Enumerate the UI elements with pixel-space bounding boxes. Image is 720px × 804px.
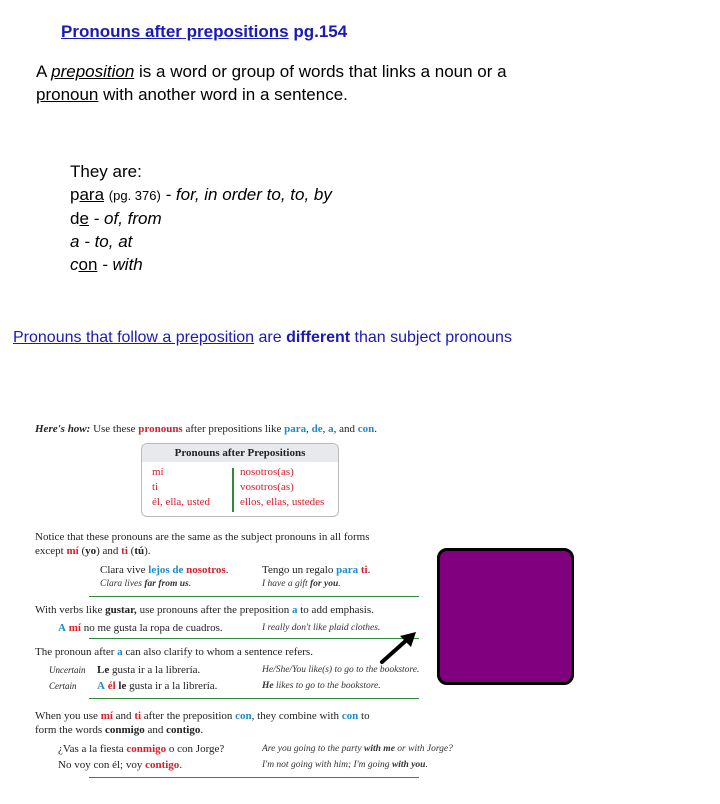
def-preposition: preposition (51, 62, 135, 81)
certain-el: él (107, 680, 116, 692)
ex2e-end: . (338, 579, 341, 589)
ex2-end: . (367, 564, 371, 576)
summary-underlined: Pronouns that follow a preposition (13, 329, 255, 346)
ex1e-b: far from us (144, 579, 189, 589)
w2-t1: form the words (35, 724, 105, 736)
ex5e-b: with you (391, 760, 426, 770)
hh-de: de (311, 423, 323, 435)
uncertain-rest: gusta ir a la librería. (109, 664, 201, 676)
divider-1 (89, 596, 419, 597)
n2-t5: ). (144, 545, 151, 557)
title-page-ref: pg.154 (288, 22, 348, 41)
divider-3 (89, 698, 419, 699)
divider-2 (89, 638, 419, 639)
list-item-a (70, 230, 332, 253)
definition-paragraph (36, 60, 596, 106)
gustar-line (35, 604, 374, 616)
n2-yo: yo (85, 545, 97, 557)
ce-b: He (262, 681, 274, 691)
list-intro: They are: (70, 162, 142, 181)
summary-different: different (286, 329, 351, 346)
w1-t4: , they combine with (251, 710, 342, 722)
ex5-t1: No voy con él; voy (58, 759, 146, 771)
w1-ti: ti (134, 710, 142, 722)
uncertain-le: Le (97, 664, 110, 676)
ex1e-t1: Clara lives (100, 579, 145, 589)
example-5-english (262, 760, 428, 770)
ce-rest: likes to go to the bookstore. (273, 681, 381, 691)
divider-4 (89, 777, 419, 778)
example-4 (58, 743, 224, 755)
chart-right-2: vosotros(as) (240, 481, 294, 493)
certain-english (262, 681, 381, 691)
para-meaning: - for, in order to, to, by (160, 185, 332, 204)
slide-title (61, 22, 347, 42)
de-p2: e (79, 209, 89, 228)
w2-end: . (200, 724, 204, 736)
w1-t5: to (358, 710, 370, 722)
chart-right-3: ellos, ellas, ustedes (240, 496, 325, 508)
chart-right-1: nosotros(as) (240, 466, 294, 478)
w2-t2: and (144, 724, 167, 736)
g-t1: With verbs like (35, 604, 106, 616)
def-rest1: is a word or group of words that links a noun or a (134, 62, 507, 81)
con-p2: on (78, 255, 98, 274)
a-meaning: - to, at (79, 232, 133, 251)
summary-line (13, 329, 512, 347)
list-item-para (70, 183, 332, 207)
c-a: a (117, 646, 123, 658)
when-line-2 (35, 724, 203, 736)
notice-line-1: Notice that these pronouns are the same as the subject pronouns in all forms (35, 531, 370, 543)
ex2-ti: ti (360, 564, 368, 576)
g-t3: to add emphasis. (297, 604, 374, 616)
ex4e-rest: or with Jorge? (394, 744, 453, 754)
ex2e-t1: I have a gift (262, 579, 311, 589)
ex4e-t1: Are you going to the party (262, 744, 365, 754)
n2-mi: mí (66, 545, 79, 557)
hh-con: con (357, 423, 375, 435)
example-5 (58, 759, 182, 771)
ex4e-b: with me (364, 744, 395, 754)
de-meaning: - of, from (88, 209, 162, 228)
hh-pronouns: pronouns (138, 423, 183, 435)
chart-divider (232, 468, 234, 512)
n2-t4: ( (127, 545, 135, 557)
para-p2: ara (79, 185, 105, 204)
n2-t2: ( (78, 545, 86, 557)
w1-con2: con (341, 710, 359, 722)
preposition-list (70, 160, 332, 276)
certain-rest: gusta ir a la librería. (126, 680, 218, 692)
example-3-english: I really don't like plaid clothes. (262, 623, 381, 633)
ue-b: He/She/You like(s) (262, 665, 333, 675)
ue-rest: to go to the bookstore. (332, 665, 420, 675)
example-4-english (262, 744, 453, 754)
clarify-line (35, 646, 313, 658)
ex1-nos: nosotros (186, 564, 226, 576)
c-t1: The pronoun after (35, 646, 118, 658)
def-pronoun: pronoun (36, 85, 99, 104)
n2-t3: ) and (96, 545, 122, 557)
chart-left-2: ti (152, 481, 159, 493)
n2-tu: tú (134, 545, 145, 557)
certain-le: le (115, 680, 127, 692)
ex3-a: A (58, 622, 66, 634)
example-1-english (100, 579, 191, 589)
ex2-t1: Tengo un regalo (262, 564, 337, 576)
ex2e-b: for you (310, 579, 339, 589)
w1-t1: When you use (35, 710, 101, 722)
certain-a: A (97, 680, 105, 692)
g-a: a (292, 604, 298, 616)
uncertain-label: Uncertain (49, 665, 86, 675)
w1-t3: after the preposition (141, 710, 236, 722)
con-meaning: - with (97, 255, 143, 274)
example-1 (100, 564, 228, 576)
ex4-rest: o con Jorge? (166, 743, 225, 755)
chart-left-3: él, ella, usted (152, 496, 211, 508)
chart-title: Pronouns after Prepositions (142, 444, 338, 462)
summary-rest: than subject pronouns (350, 329, 512, 346)
uncertain-row (49, 664, 200, 676)
chart-left-1: mí (152, 466, 164, 478)
list-item-con (70, 253, 332, 276)
g-t2: use pronouns after the preposition (136, 604, 292, 616)
ex1-end: . (225, 564, 229, 576)
when-line-1 (35, 710, 370, 722)
ex1-lejos: lejos de (148, 564, 184, 576)
hh-para: para (284, 423, 307, 435)
def-text-a: A (36, 62, 52, 81)
certain-row (49, 680, 217, 692)
para-page-ref: (pg. 376) (108, 188, 161, 203)
heres-how-line (35, 423, 377, 435)
ex4-conmigo: conmigo (126, 743, 167, 755)
title-main: Pronouns after prepositions (61, 22, 289, 41)
hh-t1: Use these (90, 423, 139, 435)
arrow-up-right-icon (378, 630, 420, 671)
ex5-end: . (179, 759, 183, 771)
certain-label: Certain (49, 681, 77, 691)
summary-are: are (254, 329, 287, 346)
example-2 (262, 564, 370, 576)
pronoun-chart (141, 443, 339, 517)
example-3 (58, 622, 223, 634)
ex2-para: para (336, 564, 359, 576)
ex1e-end: . (188, 579, 192, 589)
w1-con: con (235, 710, 252, 722)
w1-t2: and (112, 710, 135, 722)
w1-mi: mí (100, 710, 113, 722)
purple-box (437, 548, 574, 685)
ex3-mi: mí (68, 622, 81, 634)
a-p1: a (70, 232, 80, 251)
de-p1: d (70, 209, 80, 228)
n2-t1: except (35, 545, 67, 557)
c-t2: can also clarify to whom a sentence refers. (122, 646, 313, 658)
heres-how-label: Here's how: (35, 423, 91, 435)
n2-ti: ti (121, 545, 128, 557)
g-gustar: gustar, (105, 604, 137, 616)
w2-conmigo: conmigo (104, 724, 145, 736)
hh-c3: , and (333, 423, 358, 435)
hh-c1: , (306, 423, 312, 435)
hh-c2: , (322, 423, 329, 435)
example-2-english (262, 579, 341, 589)
para-p1: p (70, 185, 80, 204)
hh-end: . (374, 423, 378, 435)
ex1-t1: Clara vive (100, 564, 149, 576)
hh-t2: after prepositions like (182, 423, 285, 435)
list-item-de (70, 207, 332, 230)
hh-a: a (328, 423, 334, 435)
textbook-excerpt (31, 413, 451, 785)
notice-line-2 (35, 545, 151, 557)
con-p1: c (70, 255, 79, 274)
ex5-contigo: contigo (145, 759, 180, 771)
def-rest2: with another word in a sentence. (98, 85, 348, 104)
ex5e-end: . (425, 760, 428, 770)
w2-contigo: contigo (166, 724, 201, 736)
ex4-t1: ¿Vas a la fiesta (58, 743, 127, 755)
ex5e-t1: I'm not going with him; I'm going (262, 760, 392, 770)
ex3-rest: no me gusta la ropa de cuadros. (80, 622, 223, 634)
